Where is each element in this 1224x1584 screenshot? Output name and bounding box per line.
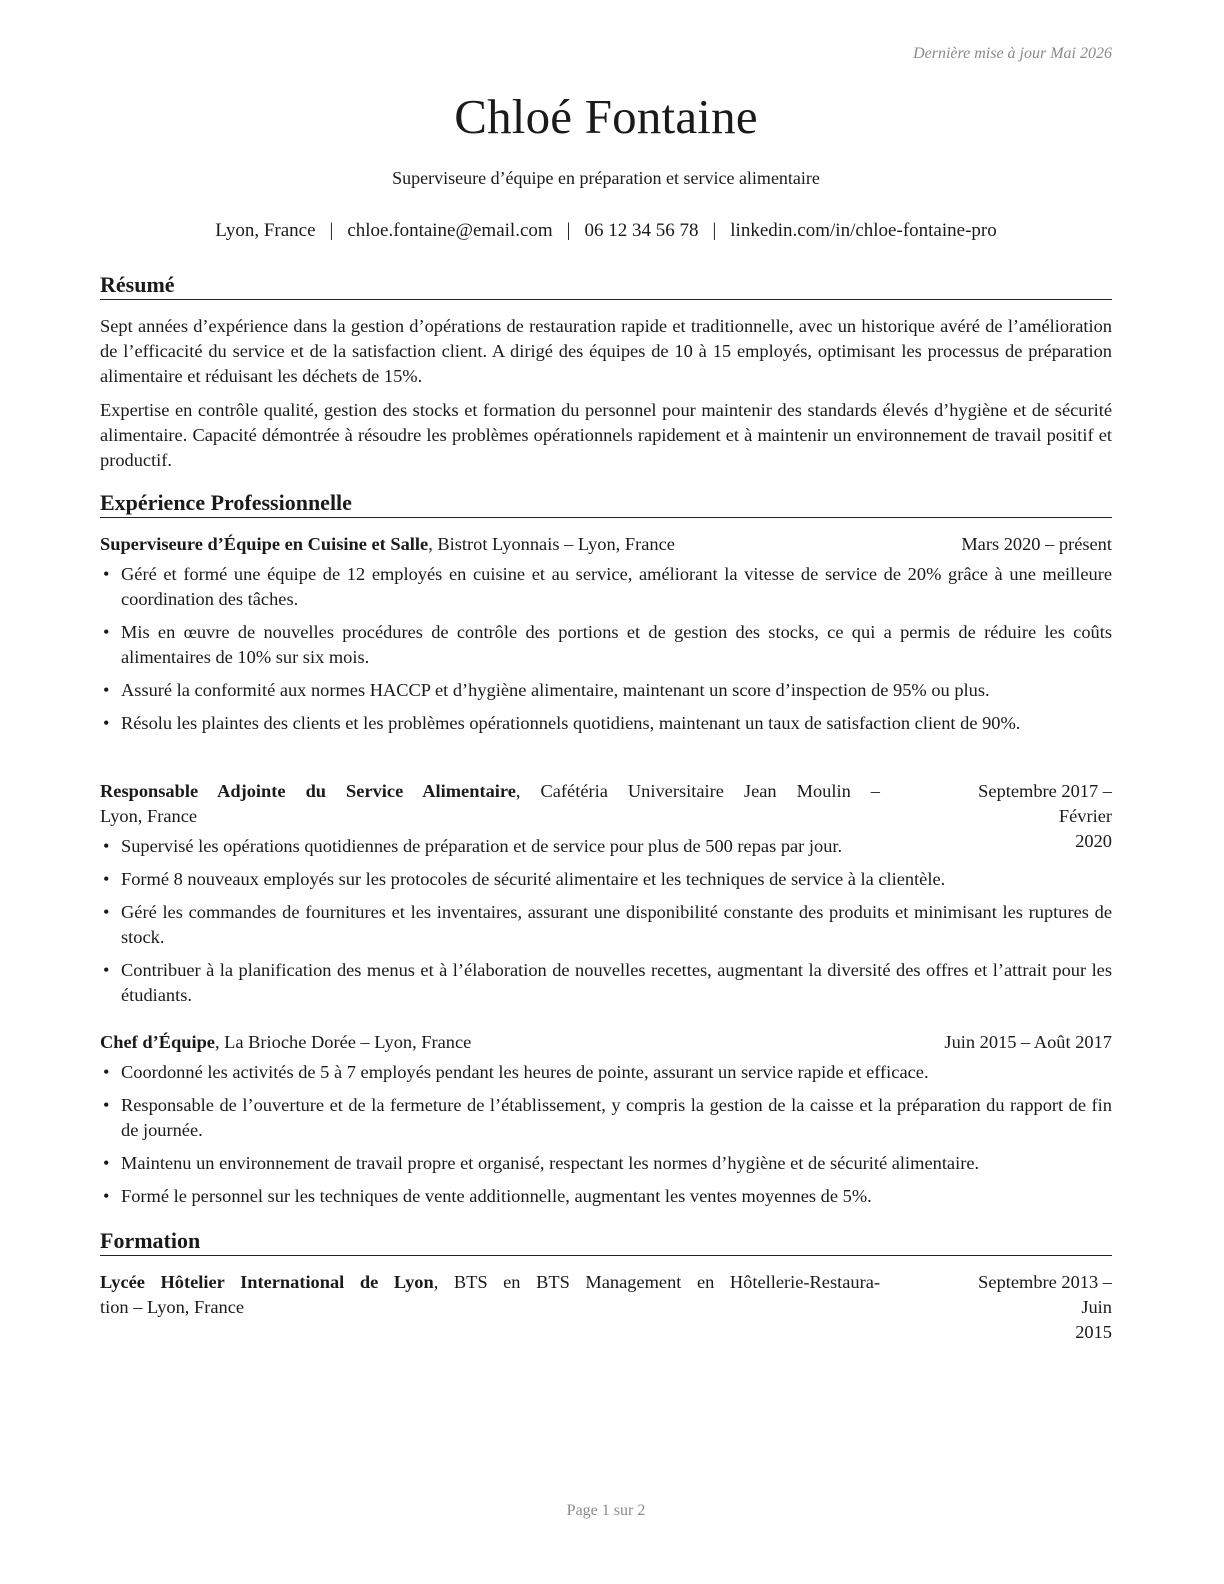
job-role: Superviseure d’Équipe en Cuisine et Salle (100, 534, 429, 554)
job-dates: 2020 (1075, 831, 1112, 851)
degree-location: tion – Lyon, France (100, 1297, 245, 1317)
list-item: • Supervisé les opérations quotidiennes de préparation et de service pour plus de 500 repas par jour. (103, 836, 843, 856)
last-updated-note: Dernière mise à jour Mai 2026 (913, 45, 1112, 62)
summary-paragraph: Expertise en contrôle qualité, gestion des stocks et formation du personnel pour maintenir des standards élevés d’hygiène et de sécurité alimentaire. Capacité démontrée à résoudre les problèmes opérationnels rapidement et à maintenir un environnement de travail positif et productif. (100, 400, 1112, 470)
contact-line (100, 220, 1112, 242)
degree: , BTS en BTS Management en Hôtellerie-Restaura- (433, 1272, 880, 1292)
section-title-education: Formation (100, 1228, 1112, 1256)
job-bullets (100, 562, 1112, 744)
job-organization: , La Brioche Dorée – Lyon, France (214, 1032, 472, 1052)
section-title-experience: Expérience Professionnelle (100, 490, 1112, 518)
education-dates: 2015 (1075, 1322, 1112, 1342)
job-dates: Juin 2015 – Août 2017 (944, 1032, 1112, 1052)
list-item: • Géré et formé une équipe de 12 employés en cuisine et au service, améliorant la vitesse de service de 20% grâce à une meilleure coordination des tâches. (103, 564, 1112, 609)
list-item: • Contribuer à la planification des menus et à l’élaboration de nouvelles recettes, augmentant la diversité des offres et l’attrait pour les étudiants. (103, 960, 1112, 1005)
list-item: • Mis en œuvre de nouvelles procédures de contrôle des portions et de gestion des stocks, ce qui a permis de réduire les coûts alimentaires de 10% sur six mois. (103, 622, 1112, 667)
list-item: • Formé le personnel sur les techniques de vente additionnelle, augmentant les ventes moyennes de 5%. (103, 1186, 872, 1206)
contact-separator: | (329, 220, 334, 241)
contact-email[interactable]: chloe.fontaine@email.com (347, 220, 553, 241)
education-dates: Septembre 2013 – Juin (978, 1272, 1112, 1317)
school-name: Lycée Hôtelier International de Lyon (100, 1272, 434, 1292)
list-item: • Responsable de l’ouverture et de la fermeture de l’établissement, y compris la gestion de la caisse et la préparation du rapport de fin de journée. (103, 1095, 1112, 1140)
contact-location: Lyon, France (215, 220, 316, 241)
contact-phone: 06 12 34 56 78 (584, 220, 699, 241)
list-item: • Assuré la conformité aux normes HACCP et d’hygiène alimentaire, maintenant un score d’inspection de 95% ou plus. (103, 680, 990, 700)
job-role: Responsable Adjointe du Service Alimentaire (100, 781, 516, 801)
candidate-headline: Superviseure d’équipe en préparation et service alimentaire (392, 168, 820, 188)
job-header (100, 532, 1112, 557)
section-title-summary: Résumé (100, 272, 1112, 300)
job-bullets (100, 1060, 1112, 1217)
summary-paragraph: Sept années d’expérience dans la gestion d’opérations de restauration rapide et traditionnelle, avec un historique avéré de l’amélioration de l’efficacité du service et de la satisfaction client. A dirigé des équipes de 10 à 15 employés, optimisant les processus de préparation alimentaire et réduisant les déchets de 15%. (100, 316, 1112, 386)
job-organization: , Cafétéria Universitaire Jean Moulin – (515, 781, 880, 801)
page-number: Page 1 sur 2 (566, 1502, 646, 1519)
job-location: Lyon, France (100, 806, 198, 826)
contact-separator: | (712, 220, 717, 241)
list-item: • Résolu les plaintes des clients et les problèmes opérationnels quotidiens, maintenant un taux de satisfaction client de 90%. (103, 713, 1021, 733)
contact-linkedin[interactable]: linkedin.com/in/chloe-fontaine-pro (730, 220, 997, 241)
job-dates: Mars 2020 – présent (961, 534, 1112, 554)
list-item: • Géré les commandes de fournitures et les inventaires, assurant une disponibilité constante des produits et minimisant les ruptures de stock. (103, 902, 1112, 947)
candidate-name: Chloé Fontaine (454, 89, 758, 144)
list-item: • Formé 8 nouveaux employés sur les protocoles de sécurité alimentaire et les techniques de service à la clientèle. (103, 869, 946, 889)
job-header (100, 1030, 1112, 1055)
job-role: Chef d’Équipe (100, 1032, 215, 1052)
list-item: • Coordonné les activités de 5 à 7 employés pendant les heures de pointe, assurant un service rapide et efficace. (103, 1062, 929, 1082)
job-organization: , Bistrot Lyonnais – Lyon, France (428, 534, 675, 554)
job-bullets (100, 834, 1112, 1016)
list-item: • Maintenu un environnement de travail propre et organisé, respectant les normes d’hygiène et de sécurité alimentaire. (103, 1153, 980, 1173)
education-entry (100, 1270, 1112, 1342)
job-dates: Septembre 2017 – Février (978, 781, 1112, 826)
contact-separator: | (566, 220, 571, 241)
